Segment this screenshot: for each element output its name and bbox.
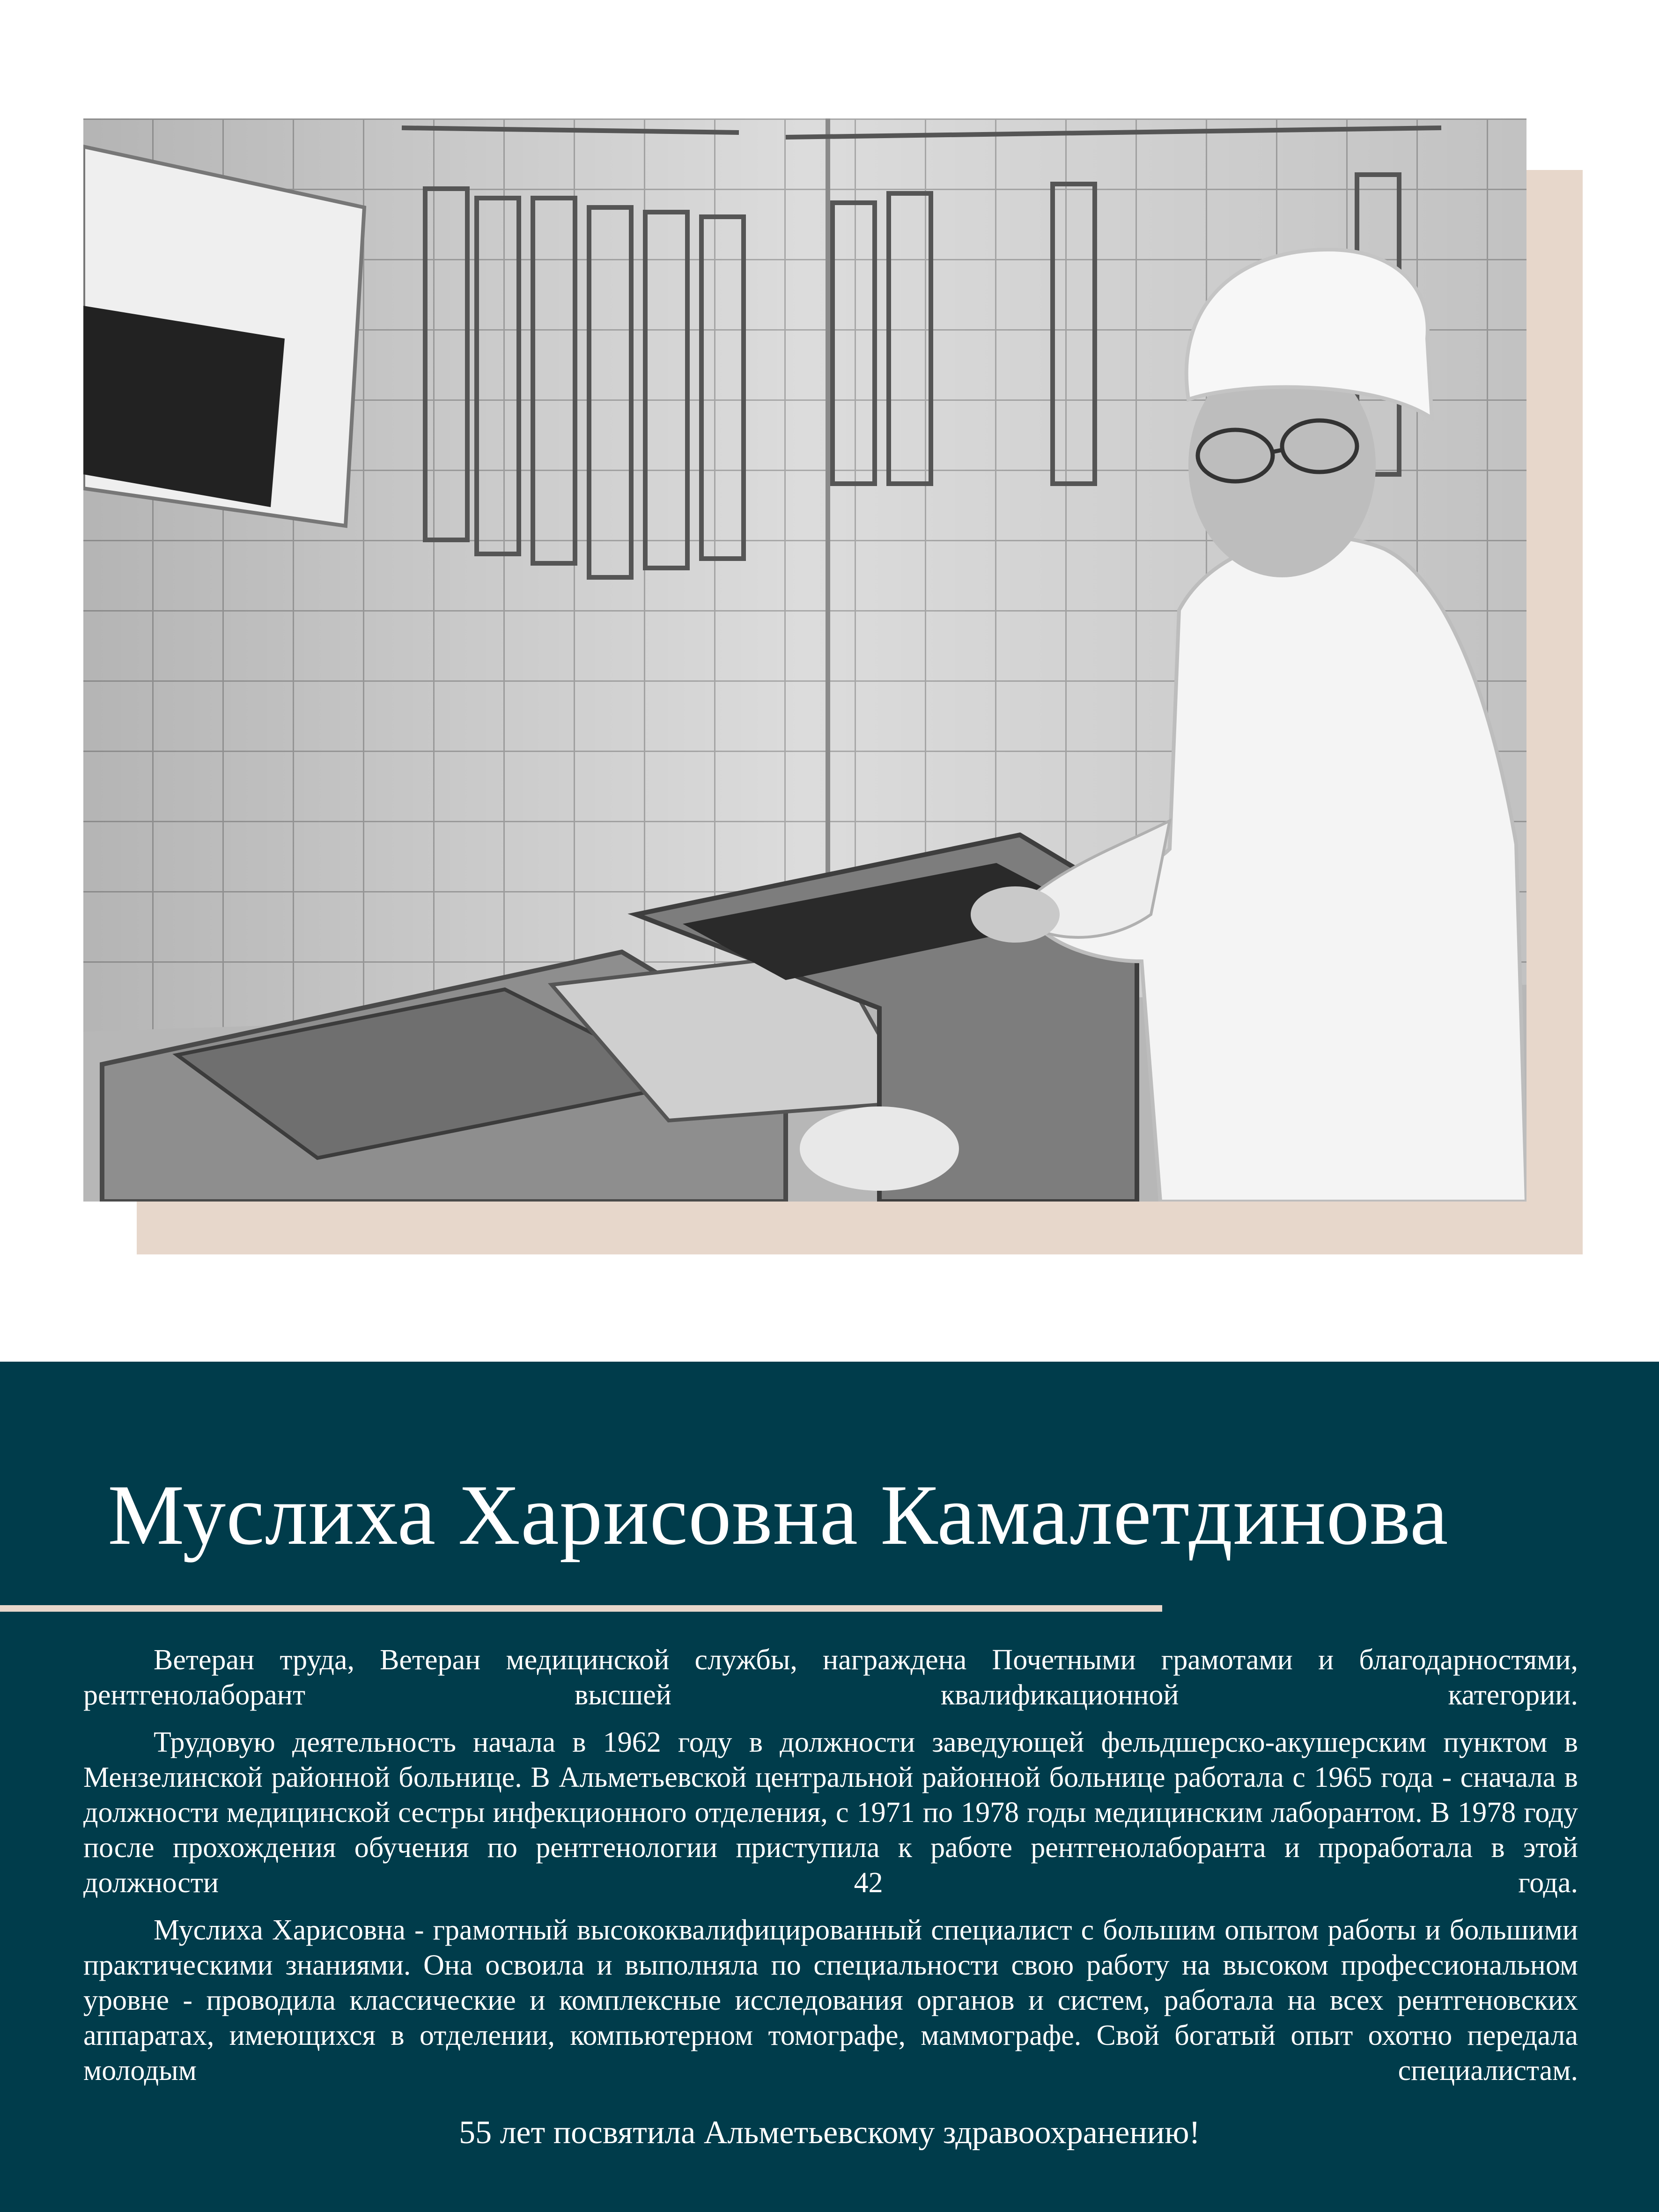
photo-illustration [83,118,1526,1202]
bio-paragraph: Муслиха Харисовна - грамотный высококвалифицированный специалист с большим опытом работы и большими практическими знаниями. Она освоила и выполняла по специальности свою работу на высоком профессиональном уровне - проводила классические и комплексные исследования органов и систем, работала на всех рентгеновских аппаратах, имеющихся в отделении, компьютерном томографе, маммографе. Свой богатый опыт охотно передала молодым специалистам. [83,1914,1578,2087]
closing-statement: 55 лет посвятила Альметьевскому здравоохранению! [459,2115,1200,2151]
person-name-heading: Муслиха Харисовна Камалетдинова [108,1467,1449,1563]
accent-divider [0,1605,1162,1612]
portrait-photo [83,118,1526,1202]
bio-paragraph: Трудовую деятельность начала в 1962 году в должности заведующей фельдшерско-акушерским пунктом в Мензелинской районной больнице. В Альметьевской центральной районной больнице работала с 1965 года - сначала в должности медицинской сестры инфекционного отделения, с 1971 по 1978 годы медицинским лаборантом. В 1978 году после прохождения обучения по рентгенологии приступила к работе рентгенолаборанта и проработала в этой должности 42 года. [83,1726,1578,1899]
biography-text [83,1643,1578,2101]
bio-paragraph: Ветеран труда, Ветеран медицинской службы, награждена Почетными грамотами и благодарностями, рентгенолаборант высшей квалификационной категории. [83,1644,1578,1711]
